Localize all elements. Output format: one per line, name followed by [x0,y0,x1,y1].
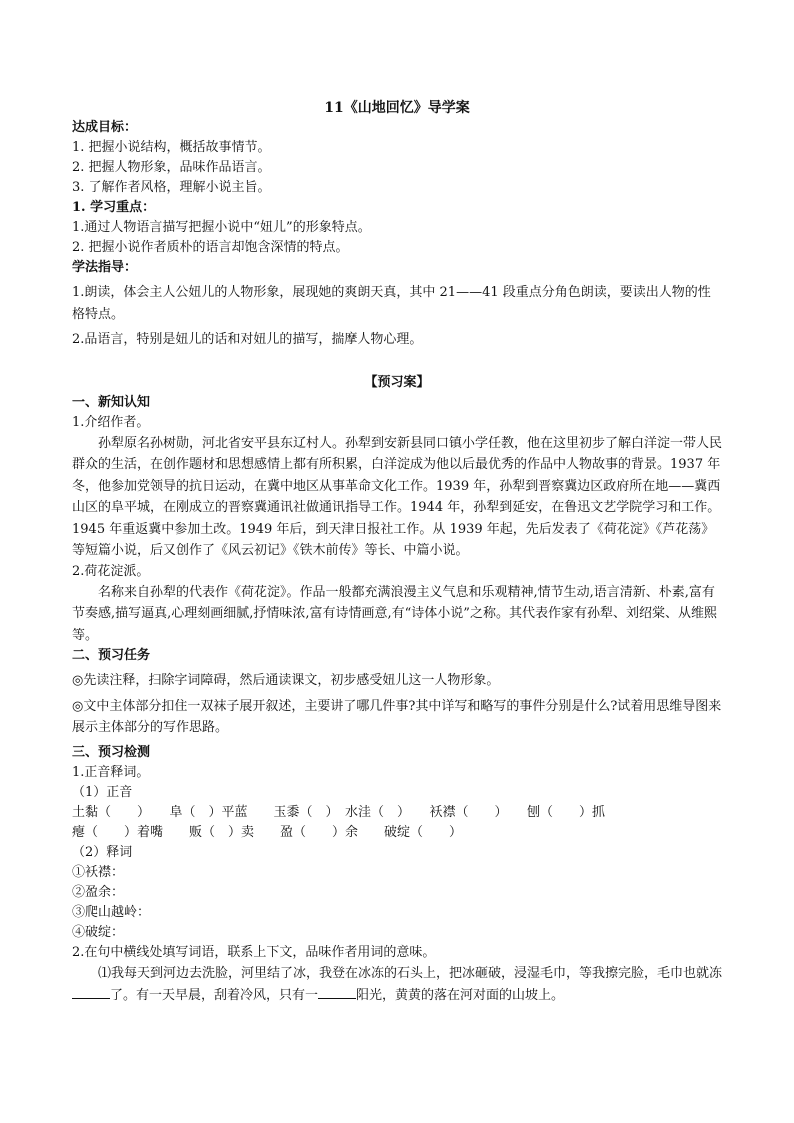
goals-heading: 达成目标： [72,120,138,135]
sub-heading: 1.介绍作者。 [72,414,150,430]
section-heading: 一、新知认知 [72,394,151,410]
pinyin-row: 土黏（ ） 阜（ ）平蓝 玉黍（ ） 水洼（ ） 袄襟（ ） 刨（ ）抓 [72,804,606,820]
method-item: 1.朗读，体会主人公妞儿的人物形象，展现她的爽朗天真，其中 21——41 段重点分角色朗读，要读出人物的性格特点。 [72,285,711,322]
sub-question: （1）正音 [72,784,133,800]
sub-heading: 2.荷花淀派。 [72,563,150,579]
term-item: ②盈余： [72,884,125,900]
fill-blank[interactable] [318,984,356,999]
term-item: ④破绽： [72,924,125,940]
method-heading: 学法指导： [72,260,138,275]
goal-item: 2. 把握人物形象，品味作品语言。 [72,160,271,175]
focus-item: 1.通过人物语言描写把握小说中“妞儿”的形象特点。 [72,220,371,235]
preview-heading: 【预习案】 [364,374,430,390]
passage-text: 了。有一天早晨，刮着冷风，只有一 [110,988,319,1003]
goal-item: 3. 了解作者风格，理解小说主旨。 [72,180,271,195]
task-item: ◎文中主体部分扣住一双袜子展开叙述，主要讲了哪几件事?其中详写和略写的事件分别是什么?试着用思维导图来展示主体部分的写作思路。 [72,698,722,735]
task-item: ◎先读注释，扫除字词障碍，然后通读课文，初步感受妞儿这一人物形象。 [72,673,500,688]
fill-blank-passage [72,963,722,1007]
term-item: ③爬山越岭： [72,904,151,920]
section-heading: 二、预习任务 [72,648,151,663]
author-intro: 孙犁原名孙树勋，河北省安平县东辽村人。孙犁到安新县同口镇小学任教，他在这里初步了解白洋淀一带人民群众的生活，在创作题材和思想感情上都有所积累，白洋淀成为他以后最优秀的作品中人物故事的背景。1937 年冬，他参加党领导的抗日运动，在冀中地区从事革命文化工作。1939 年，孙犁到晋察冀边区政府所在地——冀西山区的阜平城，在刚成立的晋察冀通讯社做通讯指导工作。1944 年，孙犁到延安，在鲁迅文艺学院学习和工作。1945 年重返冀中参加土改。1949 年后，到天津日报社工作。从 1939 年起，先后发表了《荷花淀》《芦花荡》等短篇小说，后又创作了《风云初记》《铁木前传》等长、中篇小说。 [72,435,723,558]
focus-item: 2. 把握小说作者质朴的语言却饱含深情的特点。 [72,240,349,255]
passage-text: 阳光，黄黄的落在河对面的山坡上。 [356,988,565,1003]
sub-question: （2）释词 [72,844,133,860]
question-heading: 1.正音释词。 [72,764,150,780]
document-page [72,98,722,1007]
term-item: ①袄襟： [72,864,125,880]
focus-heading: 1. 学习重点： [72,200,156,215]
question-heading: 2.在句中横线处填写词语，联系上下文，品味作者用词的意味。 [72,944,436,960]
method-item: 2.品语言，特别是妞儿的话和对妞儿的描写，揣摩人物心理。 [72,332,423,347]
page-title: 11《山地回忆》导学案 [324,100,470,116]
pinyin-row: 瘪（ ）着嘴 贩（ ）卖 盈（ ）余 破绽（ ） [72,824,463,840]
section-heading: 三、预习检测 [72,744,151,760]
goal-item: 1. 把握小说结构，概括故事情节。 [72,140,271,155]
fill-blank[interactable] [72,984,110,999]
school-intro: 名称来自孙犁的代表作《荷花淀》。作品一般都充满浪漫主义气息和乐观精神,情节生动,语言清新、朴素,富有节奏感,描写逼真,心理刻画细腻,抒情味浓,富有诗情画意,有“诗体小说”之称。其代表作家有孙犁、刘绍棠、从维熙等。 [72,584,717,643]
passage-text: ⑴我每天到河边去洗脸，河里结了冰，我登在冰冻的石头上，把冰砸破，浸湿毛巾，等我擦完脸，毛巾也就冻 [98,965,723,981]
